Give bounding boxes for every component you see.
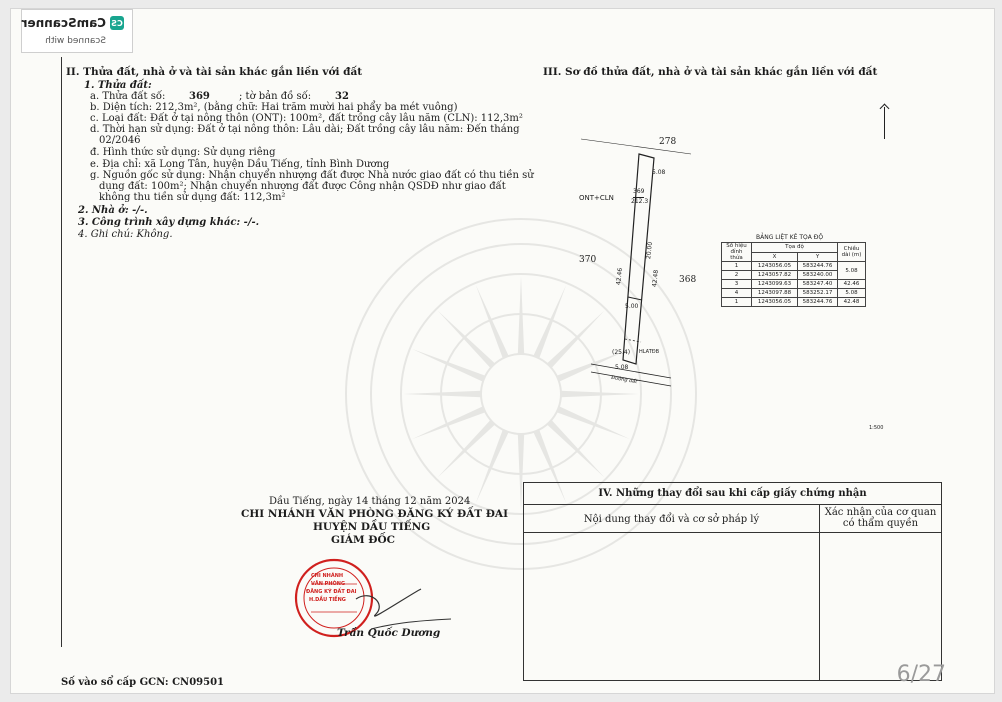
section-4-title: IV. Những thay đổi sau khi cấp giấy chứng nhận [524, 483, 941, 505]
emblem-ray [476, 285, 509, 358]
coord-cell: 3 [722, 280, 752, 289]
edge-bottom-length: 5.08 [615, 364, 629, 371]
camscanner-subtitle: Scanned with [45, 36, 106, 46]
length-cell: 5.08 [838, 289, 866, 298]
changes-table [523, 482, 942, 681]
edge-top-length: 5.08 [652, 169, 666, 176]
note-line: 4. Ghi chú: Không. [78, 229, 173, 240]
seal-text-1: CHI NHÁNH [311, 573, 344, 579]
neighbor-east: 368 [679, 275, 697, 285]
emblem-ray [412, 406, 485, 439]
origin-line-1: g. Nguồn gốc sử dụng: Nhận chuyển nhượng đất được Nhà nước giao đất có thu tiền sử [90, 170, 534, 181]
coord-cell: 1243057.82 [752, 271, 798, 280]
area-line: b. Diện tích: 212,3m², (bằng chữ: Hai trăm mười hai phẩy ba mét vuông) [90, 102, 458, 113]
coord-cell: 583247.40 [798, 280, 838, 289]
parcel-sketch [551, 124, 721, 404]
seal-text-3: ĐĂNG KÝ ĐẤT ĐAI [306, 589, 357, 595]
camscanner-badge [21, 9, 133, 53]
emblem-ray [518, 276, 524, 354]
coord-cell: 583240.00 [798, 271, 838, 280]
term-line-2: 02/2046 [99, 135, 141, 146]
coord-cell: 1243097.88 [752, 289, 798, 298]
sign-date: Dầu Tiếng, ngày 14 tháng 12 năm 2024 [269, 496, 471, 507]
emblem-ray [403, 391, 481, 397]
parcel-number-value: 369 [189, 91, 210, 102]
emblem-ray [412, 349, 485, 382]
address-line: e. Địa chỉ: xã Long Tân, huyện Dầu Tiếng, tỉnh Bình Dương [90, 159, 390, 170]
section-2-title: II. Thửa đất, nhà ở và tài sản khác gắn liền với đất [66, 66, 363, 78]
changes-col-confirm: Xác nhận của cơ quan có thẩm quyền [824, 507, 937, 529]
length-cell: 5.08 [838, 262, 866, 280]
changes-header [524, 505, 941, 533]
edge-right-length: 42.48 [651, 269, 660, 288]
length-cell: 42.46 [838, 280, 866, 289]
origin-line-2: dụng đất: 100m²; Nhận chuyển nhượng đất được Công nhận QSDĐ như giao đất [99, 181, 506, 192]
edge-mid-length: 5.00 [625, 303, 639, 310]
coord-cell: 583244.76 [798, 298, 838, 307]
neighbor-west: 370 [579, 255, 597, 265]
usage-form-line: đ. Hình thức sử dụng: Sử dụng riêng [90, 147, 276, 158]
length-cell: 42.48 [838, 298, 866, 307]
term-line-1: d. Thời hạn sử dụng: Đất ở tại nông thôn: Lâu dài; Đất trồng cây lâu năm: Đến tháng [90, 124, 520, 135]
coord-cell: 1243056.05 [752, 298, 798, 307]
office-line-2: HUYỆN DẦU TIẾNG [313, 521, 431, 533]
area-sketch: 212.3 [631, 198, 649, 205]
north-arrow-head-icon [880, 104, 890, 114]
signer-name: Trần Quốc Dương [337, 627, 441, 639]
left-margin-rule [61, 57, 62, 647]
map-sheet-value: 32 [335, 91, 349, 102]
changes-col-content: Nội dung thay đổi và cơ sở pháp lý [583, 513, 760, 525]
emblem-ray [438, 420, 496, 478]
table-row [722, 298, 866, 307]
coord-cell: 1243056.05 [752, 262, 798, 271]
seal-text-4: H.DẦU TIẾNG [309, 597, 346, 603]
coord-cell: 2 [722, 271, 752, 280]
emblem-ray [557, 406, 630, 439]
origin-line-3: không thu tiền sử dụng đất: 112,3m² [99, 192, 286, 203]
neighbor-north: 278 [659, 137, 677, 147]
parcel-number-sketch: 369 [633, 186, 644, 198]
corridor-width: (25.4) [612, 349, 631, 356]
other-construction-line: 3. Công trình xây dựng khác: -/-. [78, 217, 260, 228]
edge-left-length: 42.46 [615, 267, 624, 286]
parcel-number-label: a. Thửa đất số: [90, 91, 166, 102]
gcn-register-number: Số vào sổ cấp GCN: CN09501 [61, 677, 224, 688]
coord-header-coord: Tọa độ [752, 243, 838, 253]
coordinate-table [721, 242, 866, 307]
section-3-title: III. Sơ đồ thửa đất, nhà ở và tài sản khác gắn liền với đất [543, 66, 878, 78]
coord-cell: 1 [722, 262, 752, 271]
corridor-label: HLATĐB [639, 349, 660, 355]
coord-cell: 583252.17 [798, 289, 838, 298]
edge-upper-length: 20.00 [645, 241, 654, 260]
emblem-ray [476, 430, 509, 503]
changes-column-divider [819, 505, 820, 680]
parcel-heading: 1. Thửa đất: [84, 80, 152, 91]
camscanner-logo-icon: CS [110, 16, 124, 30]
parcel-split-line [628, 297, 642, 300]
house-line: 2. Nhà ở: -/-. [78, 205, 148, 216]
coord-cell: 1243099.63 [752, 280, 798, 289]
scanned-page [10, 8, 995, 694]
emblem-ray [547, 420, 605, 478]
table-row [722, 289, 866, 298]
seal-text-2: VĂN PHÒNG [311, 581, 346, 587]
coord-header-x: X [752, 252, 798, 262]
page-counter: 6/27 [896, 662, 946, 687]
map-scale: 1:500 [869, 425, 884, 431]
camscanner-brand: CamScanner [21, 16, 106, 30]
signer-role: GIÁM ĐỐC [331, 534, 395, 546]
coord-header-length: Chiều dài (m) [838, 243, 866, 262]
map-sheet-label: ; tờ bản đồ số: [239, 91, 312, 102]
coord-header-point: Số hiệu đỉnh thửa [722, 243, 752, 262]
coord-cell: 583244.76 [798, 262, 838, 271]
coord-table-title: BẢNG LIỆT KÊ TỌA ĐỘ [756, 234, 824, 241]
coord-cell: 1 [722, 298, 752, 307]
land-type-line: c. Loại đất: Đất ở tại nông thôn (ONT): 100m², đất trồng cây lâu năm (CLN): 112,3m² [90, 113, 523, 124]
office-line-1: CHI NHÁNH VĂN PHÒNG ĐĂNG KÝ ĐẤT ĐAI [241, 508, 508, 520]
emblem-ray [438, 311, 496, 369]
table-row [722, 280, 866, 289]
coord-header-y: Y [798, 252, 838, 262]
coord-cell: 4 [722, 289, 752, 298]
table-row [722, 262, 866, 271]
land-type-code: ONT+CLN [579, 194, 614, 202]
road-label: Đường đất [610, 374, 638, 386]
